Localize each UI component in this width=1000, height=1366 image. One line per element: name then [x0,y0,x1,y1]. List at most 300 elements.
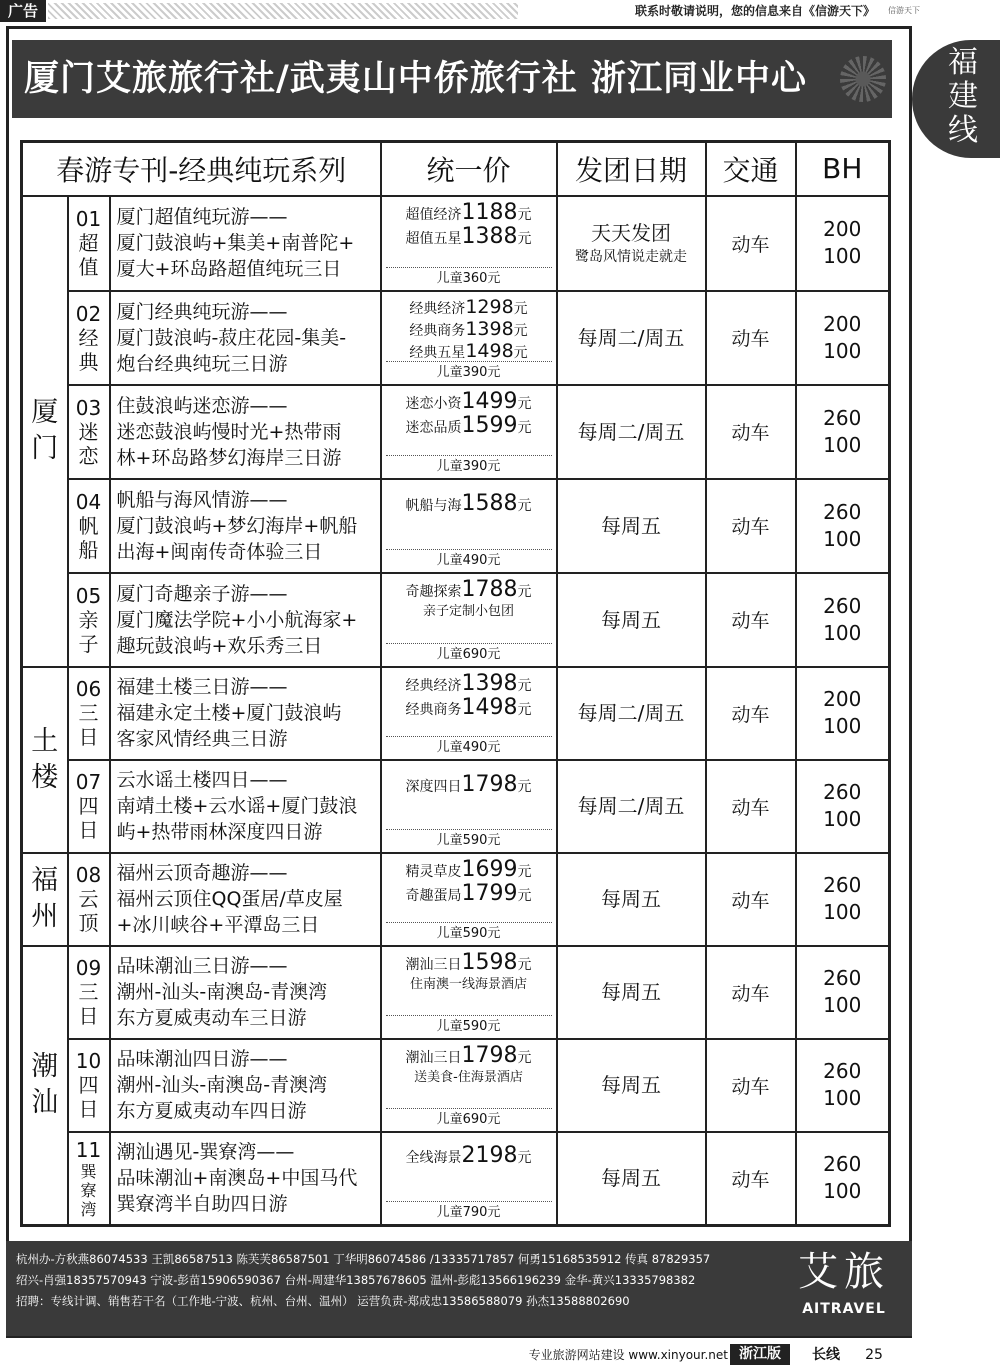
price-label: 全线海景 [405,1150,462,1167]
price-amount: 1788 [461,576,518,602]
departure-dates [557,1132,706,1226]
route-code-part: 06 [75,677,102,701]
price-label: 经典经济 [409,300,466,317]
price-option [382,223,556,250]
route-line: 东方夏威夷动车三日游 [116,1007,307,1029]
bh-value: 260 [823,780,862,804]
route-code-part: 寮 [80,1180,97,1200]
price-label: 超值五星 [405,230,462,247]
contact-line: 杭州办-方秋燕86074533 王凯86587513 陈芙芙86587501 丁华明86074586 /13335717857 何勇15168535912 传真 87829357 [16,1252,711,1266]
route-code-part: 日 [78,1097,99,1121]
price-label: 潮汕三日 [405,956,462,973]
route-line: 福建永定土楼+厦门鼓浪屿 [116,702,342,724]
bh-values [796,196,890,291]
transport-mode: 动车 [706,573,796,667]
route-code-part: 帆 [78,513,99,538]
edition-badge: 浙江版 [730,1344,790,1365]
agency-banner [12,40,892,118]
route-line: +冰川峡谷+平潭岛三日 [116,914,320,936]
route-code-part: 典 [78,349,99,374]
child-price: 儿童490元 [386,736,552,756]
region-fuzhou [22,853,68,946]
region-char: 楼 [31,761,59,793]
price-amount: 1598 [461,949,518,975]
contact-footer [6,1241,912,1336]
route-description [110,1039,381,1132]
route-line: 出海+闽南传奇体验三日 [116,540,323,563]
route-line: 潮汕遇见-巽寮湾—— [116,1141,295,1164]
price-unit: 元 [513,344,528,361]
departure-dates [557,1039,706,1132]
departure-dates [557,196,706,291]
price-amount: 1798 [461,1042,518,1068]
price-option [382,670,556,697]
child-price: 儿童490元 [386,549,552,569]
bh-value: 100 [823,526,862,551]
transport-mode: 动车 [706,1039,796,1132]
bh-value: 260 [823,593,862,618]
table-row [22,1132,890,1226]
publisher-logo: 信游天下 [888,6,920,15]
price-label: 经典五星 [409,344,466,361]
region-xiamen [22,196,68,667]
route-line: 品味潮汕+南澳岛+中国马代 [116,1167,358,1190]
price-box [382,198,556,289]
price-cell [381,853,557,946]
price-cell [381,1039,557,1132]
header-bh: BH [796,142,890,196]
route-code-part: 湾 [80,1199,97,1219]
route-code-part: 09 [75,956,102,980]
price-option [382,694,556,721]
price-box [382,481,556,571]
price-option [382,297,556,319]
child-price: 儿童790元 [386,1201,552,1221]
route-description [110,1132,381,1226]
price-lines [382,388,556,439]
bh-value: 100 [823,1179,862,1204]
price-box [382,948,556,1037]
price-label: 奇趣蛋局 [405,887,462,904]
price-cell [381,479,557,573]
route-code-part: 日 [78,818,99,842]
price-label: 经典商务 [405,701,462,718]
region-chaoshan [22,946,68,1226]
price-option [382,412,556,439]
price-option [382,880,556,907]
table-row [22,479,890,573]
departure-text: 每周五 [601,513,661,538]
child-price: 儿童590元 [386,1015,552,1035]
bh-value: 200 [823,687,862,711]
price-note: 亲子定制小包团 [422,603,514,619]
route-line: 客家风情经典三日游 [116,728,288,750]
price-lines [382,199,556,250]
route-code-part: 05 [75,583,102,608]
route-code-part: 经 [78,325,99,350]
route-code-part: 恋 [78,443,99,468]
transport-mode: 动车 [706,853,796,946]
route-code-part: 04 [75,489,102,514]
region-char: 门 [31,433,59,464]
bh-value: 260 [823,966,862,990]
price-amount: 1388 [461,223,518,249]
price-amount: 2198 [461,1143,518,1169]
bh-value: 100 [823,620,862,645]
bh-value: 100 [823,807,862,831]
section-name: 长线 [812,1347,840,1363]
price-box [382,855,556,944]
price-amount: 1298 [465,295,514,318]
route-description [110,760,381,853]
departure-dates [557,946,706,1039]
route-line: 品味潮汕三日游—— [116,955,288,977]
banner-title: 厦门艾旅旅行社/武夷山中侨旅行社 浙江同业中心 [24,59,807,99]
price-label: 潮汕三日 [405,1049,462,1066]
price-unit: 元 [517,395,532,412]
price-lines [382,670,556,721]
table-row [22,946,890,1039]
departure-dates [557,573,706,667]
route-code-part: 顶 [78,911,99,935]
route-line: 帆船与海风情游—— [116,488,288,511]
bh-value: 260 [823,1152,862,1177]
brand-logo [782,1245,906,1331]
price-box [382,387,556,477]
price-amount: 1499 [461,388,518,414]
bh-value: 100 [823,1086,862,1110]
departure-text: 每周二/周五 [577,325,685,350]
departure-text: 每周五 [601,607,661,632]
price-cell [381,760,557,853]
price-lines [382,771,556,798]
departure-text: 每周二/周五 [577,419,685,444]
route-code [68,196,110,291]
bh-value: 100 [823,244,862,268]
route-code-part: 03 [75,395,102,420]
section-tab [912,40,1000,158]
route-code [68,1132,110,1226]
price-cell [381,196,557,291]
price-unit: 元 [517,778,532,795]
price-option [382,388,556,415]
price-option [382,490,556,517]
route-line: 趣玩鼓浪屿+欢乐秀三日 [116,634,323,657]
price-box [382,575,556,665]
route-code-part: 巽 [80,1161,97,1181]
price-unit: 元 [517,677,532,694]
price-option [382,856,556,883]
header-dates: 发团日期 [557,142,706,196]
route-line: 林+环岛路梦幻海岸三日游 [116,446,342,469]
price-amount: 1498 [465,339,514,362]
transport-mode: 动车 [706,760,796,853]
region-char: 潮 [31,1051,59,1083]
route-line: 厦门奇趣亲子游—— [116,582,288,605]
price-box [382,1041,556,1130]
region-char: 州 [31,901,59,932]
price-unit: 元 [517,863,532,880]
departure-slogan: 鹭岛风情说走就走 [575,249,687,265]
route-line: 住鼓浪屿迷恋游—— [116,394,288,417]
price-cell [381,667,557,760]
route-line: 厦门经典纯玩游—— [116,300,288,323]
price-label: 帆船与海 [405,497,462,514]
route-line: 屿+热带雨林深度四日游 [116,821,323,843]
route-code [68,946,110,1039]
table-row [22,1039,890,1132]
child-price: 儿童390元 [386,455,552,475]
region-char: 汕 [31,1087,59,1119]
bh-value: 260 [823,1059,862,1083]
table-row [22,291,890,385]
bh-values [796,573,890,667]
route-description [110,479,381,573]
price-option [382,1145,556,1169]
route-code-part: 10 [75,1049,102,1073]
decorative-stripe [48,3,518,19]
region-char: 福 [31,865,59,896]
route-line: 炮台经典纯玩三日游 [116,352,288,375]
transport-mode: 动车 [706,196,796,291]
route-code [68,667,110,760]
table-row [22,573,890,667]
bh-value: 100 [823,432,862,457]
departure-text: 天天发团 [591,221,671,245]
price-unit: 元 [517,583,532,600]
route-line: 云水谣土楼四日—— [116,769,288,791]
price-box [382,669,556,758]
departure-dates [557,479,706,573]
route-code [68,1039,110,1132]
route-code-part: 四 [78,1073,99,1097]
price-box [382,1133,556,1223]
price-amount: 1798 [461,771,518,797]
price-label: 迷恋品质 [405,419,462,436]
price-cell [381,946,557,1039]
price-lines [382,1145,556,1169]
website-credit: 专业旅游网站建设 www.xinyour.net [528,1348,728,1362]
price-option [382,576,556,603]
route-code-part: 三 [78,701,99,725]
bh-values [796,385,890,479]
route-code-part: 三 [78,980,99,1004]
tour-price-table [20,140,891,1227]
route-line: 迷恋鼓浪屿慢时光+热带雨 [116,420,342,443]
route-code-part: 值 [78,255,99,279]
child-price: 儿童390元 [386,361,552,381]
price-unit: 元 [513,300,528,317]
bh-values [796,1132,890,1226]
contact-list [16,1249,776,1312]
table-header-row [22,142,890,196]
price-amount: 1799 [461,880,518,906]
route-line: 福州云顶住QQ蛋居/草皮屋 [116,888,343,910]
transport-mode: 动车 [706,1132,796,1226]
route-line: 厦门超值纯玩游—— [116,206,288,228]
price-label: 迷恋小资 [405,395,462,412]
departure-dates [557,385,706,479]
route-code [68,385,110,479]
route-code-part: 01 [75,207,102,231]
brand-name-en: AITRAVEL [802,1301,886,1317]
route-description [110,946,381,1039]
price-option [382,771,556,798]
price-unit: 元 [517,1150,532,1167]
route-line: 潮州-汕头-南澳岛-青澳湾 [116,981,328,1003]
brand-name-cn: 艾旅 [798,1249,890,1295]
route-code-part: 11 [75,1137,102,1162]
bh-value: 100 [823,993,862,1017]
bh-values [796,760,890,853]
table-row [22,853,890,946]
departure-text: 每周二/周五 [577,701,685,725]
sun-decoration-icon [840,56,886,102]
route-description [110,573,381,667]
route-code-part: 迷 [78,419,99,444]
route-code-part: 四 [78,794,99,818]
route-code-part: 子 [78,631,99,656]
route-code-part: 日 [78,1004,99,1028]
bh-values [796,667,890,760]
region-tulou [22,667,68,853]
route-line: 南靖土楼+云水谣+厦门鼓浪 [116,795,358,817]
transport-mode: 动车 [706,479,796,573]
price-unit: 元 [517,206,532,223]
price-amount: 1398 [461,670,518,696]
price-cell [381,291,557,385]
ad-label: 广告 [0,0,46,22]
price-lines [382,490,556,517]
price-amount: 1188 [461,199,518,225]
price-unit: 元 [517,956,532,973]
price-lines [382,1042,556,1087]
price-amount: 1699 [461,856,518,882]
route-code [68,573,110,667]
region-char: 土 [31,725,59,757]
price-unit: 元 [517,230,532,247]
price-option [382,949,556,976]
table-row [22,385,890,479]
price-note: 送美食-住海景酒店 [414,1069,523,1085]
price-cell [381,1132,557,1226]
price-unit: 元 [513,322,528,339]
price-amount: 1398 [465,317,514,340]
section-tab-label: 福建线 [948,45,978,148]
child-price: 儿童590元 [386,829,552,849]
price-option [382,199,556,226]
route-code-part: 02 [75,301,102,326]
bh-value: 260 [823,873,862,897]
source-notice: 联系时敬请说明，您的信息来自《信游天下》 [634,4,875,18]
departure-dates [557,760,706,853]
header-series: 春游专刊-经典纯玩系列 [22,142,381,196]
route-line: 巽寮湾半自助四日游 [116,1193,288,1216]
transport-mode: 动车 [706,291,796,385]
price-unit: 元 [517,1049,532,1066]
route-description [110,667,381,760]
route-line: 厦门鼓浪屿+集美+南普陀+ [116,232,355,254]
price-label: 经典商务 [409,322,466,339]
price-cell [381,573,557,667]
price-cell [381,385,557,479]
price-unit: 元 [517,497,532,514]
route-line: 厦大+环岛路超值纯玩三日 [116,258,342,280]
bh-value: 260 [823,499,862,524]
price-option [382,1042,556,1069]
route-code-part: 超 [78,231,99,255]
route-code [68,291,110,385]
transport-mode: 动车 [706,667,796,760]
price-lines [382,576,556,621]
transport-mode: 动车 [706,946,796,1039]
contact-line: 绍兴-肖强18357570943 宁波-彭苗15906590367 台州-周建华13857678605 温州-彭彪13566196239 金华-黄兴13335798382 [16,1273,696,1287]
route-line: 东方夏威夷动车四日游 [116,1100,307,1122]
price-label: 奇趣探索 [405,583,462,600]
price-lines [382,297,556,363]
price-label: 经典经济 [405,677,462,694]
route-line: 福州云顶奇趣游—— [116,862,288,884]
price-box [382,293,556,383]
departure-text: 每周五 [601,980,661,1004]
departure-dates [557,853,706,946]
departure-dates [557,667,706,760]
price-unit: 元 [517,701,532,718]
price-lines [382,856,556,907]
route-code-part: 云 [78,887,99,911]
child-price: 儿童590元 [386,922,552,942]
transport-mode: 动车 [706,385,796,479]
table-row [22,667,890,760]
route-code [68,479,110,573]
route-code [68,853,110,946]
price-lines [382,949,556,994]
price-option [382,319,556,341]
departure-dates [557,291,706,385]
page-number: 25 [865,1347,883,1363]
region-char: 厦 [31,397,59,428]
bh-value: 100 [823,714,862,738]
price-note: 住南澳一线海景酒店 [409,976,527,992]
header-price: 统一价 [381,142,557,196]
departure-text: 每周五 [601,1166,661,1191]
route-code-part: 船 [78,537,99,562]
price-label: 超值经济 [405,206,462,223]
route-code-part: 08 [75,863,102,887]
route-code [68,760,110,853]
bh-values [796,946,890,1039]
price-amount: 1588 [461,490,518,516]
bottom-bar [0,1342,1000,1366]
route-description [110,385,381,479]
bh-values [796,479,890,573]
price-unit: 元 [517,419,532,436]
route-line: 厦门魔法学院+小小航海家+ [116,608,358,631]
top-bar [0,0,1000,22]
price-box [382,762,556,851]
child-price: 儿童690元 [386,643,552,663]
bh-value: 200 [823,311,862,336]
price-option [382,341,556,363]
departure-text: 每周二/周五 [577,794,685,818]
route-description [110,853,381,946]
header-transport: 交通 [706,142,796,196]
bh-value: 200 [823,217,862,241]
child-price: 儿童360元 [386,267,552,287]
departure-text: 每周五 [601,887,661,911]
price-unit: 元 [517,887,532,904]
table-row [22,760,890,853]
